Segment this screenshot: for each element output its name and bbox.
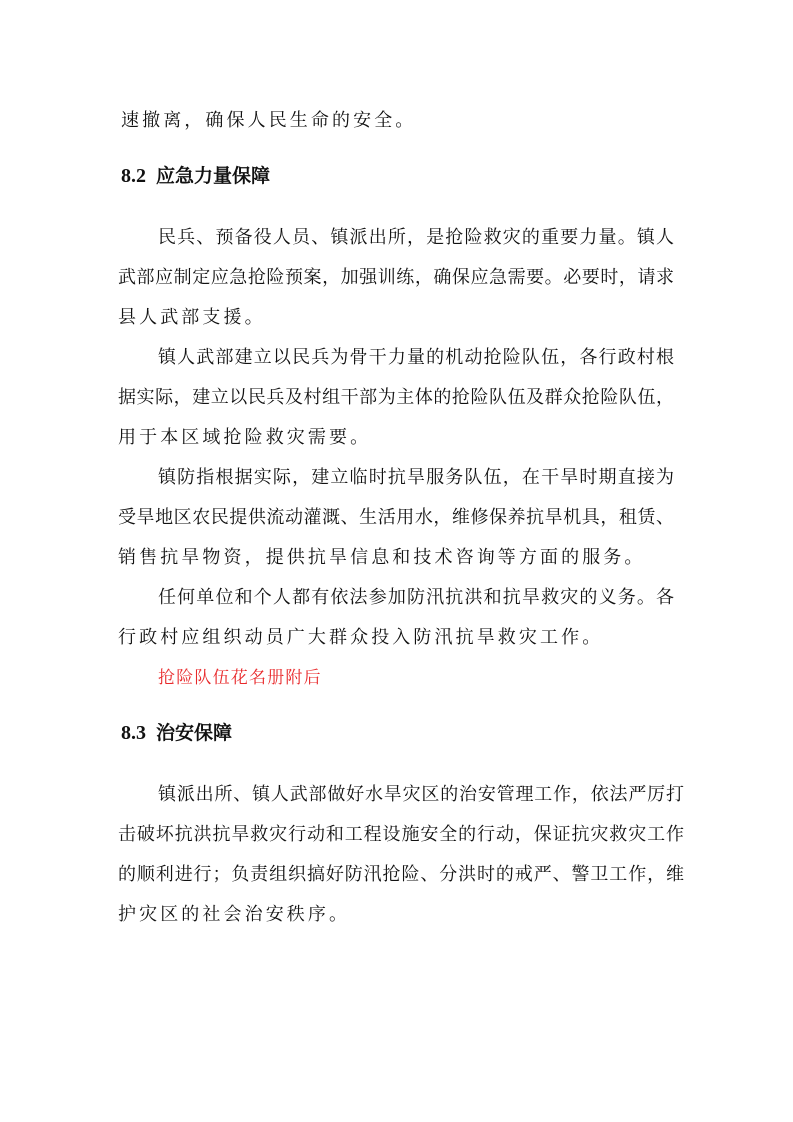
paragraph-line: 行政村应组织动员广大群众投入防汛抗旱救灾工作。 xyxy=(118,627,604,648)
paragraph-line: 镇防指根据实际，建立临时抗旱服务队伍，在干旱时期直接为 xyxy=(158,467,674,488)
attachment-note: 抢险队伍花名册附后 xyxy=(158,668,322,688)
paragraph-line: 护灾区的社会治安秩序。 xyxy=(118,904,351,925)
paragraph-line: 销售抗旱物资，提供抗旱信息和技术咨询等方面的服务。 xyxy=(118,547,646,568)
section-number: 8.2 xyxy=(121,165,146,187)
paragraph-line: 击破坏抗洪抗旱救灾行动和工程设施安全的行动，保证抗灾救灾工作 xyxy=(118,824,684,845)
paragraph-line: 县人武部支援。 xyxy=(118,307,266,328)
paragraph-line: 武部应制定应急抢险预案，加强训练，确保应急需要。必要时，请求 xyxy=(118,267,674,288)
paragraph-line: 镇派出所、镇人武部做好水旱灾区的治安管理工作，依法严厉打 xyxy=(158,784,684,805)
carryover-line: 速撤离，确保人民生命的安全。 xyxy=(121,110,417,131)
section-number: 8.3 xyxy=(121,722,146,744)
paragraph-line: 镇人武部建立以民兵为骨干力量的机动抢险队伍，各行政村根 xyxy=(158,347,674,368)
paragraph-line: 民兵、预备役人员、镇派出所，是抢险救灾的重要力量。镇人 xyxy=(158,227,674,248)
section-heading-8-3 xyxy=(121,721,232,745)
section-title: 应急力量保障 xyxy=(156,165,271,187)
section-title: 治安保障 xyxy=(156,722,233,744)
section-heading-8-2 xyxy=(121,164,270,188)
paragraph-line: 用于本区域抢险救灾需要。 xyxy=(118,427,372,448)
paragraph-line: 的顺利进行；负责组织搞好防汛抢险、分洪时的戒严、警卫工作，维 xyxy=(118,864,684,885)
paragraph-line: 受旱地区农民提供流动灌溉、生活用水，维修保养抗旱机具，租赁、 xyxy=(118,507,674,528)
paragraph-line: 据实际，建立以民兵及村组干部为主体的抢险队伍及群众抢险队伍， xyxy=(118,387,674,408)
paragraph-line: 任何单位和个人都有依法参加防汛抗洪和抗旱救灾的义务。各 xyxy=(158,587,674,608)
